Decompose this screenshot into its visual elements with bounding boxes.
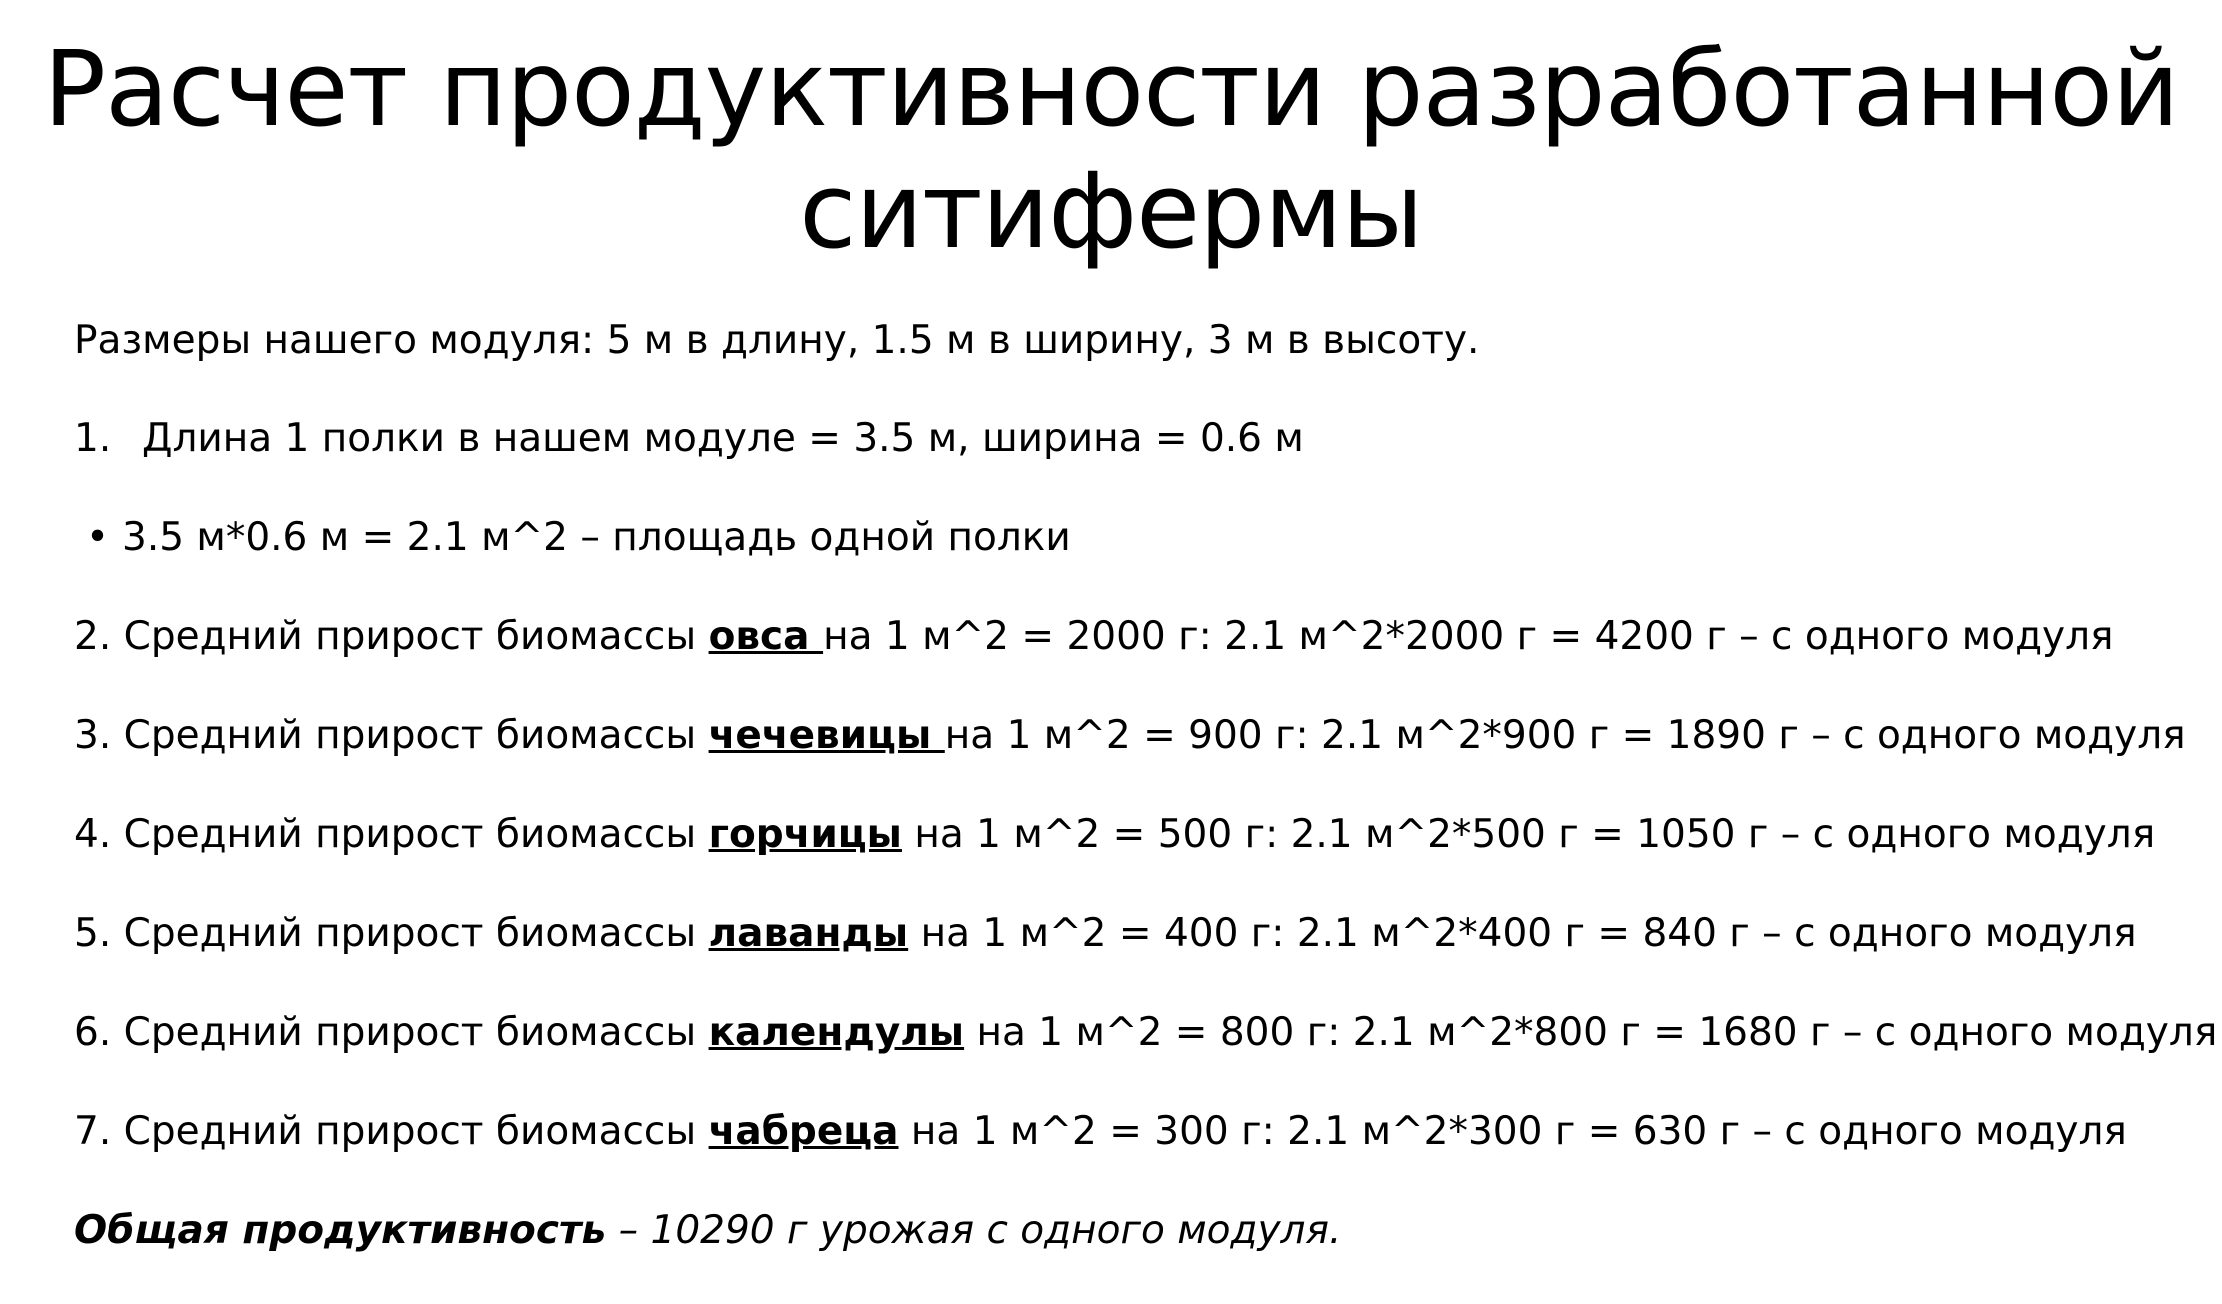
crop-item-lavender xyxy=(74,908,2137,960)
crop-item-prefix: 5. Средний прирост биомассы xyxy=(74,911,709,956)
total-value: – 10290 г урожая с одного модуля. xyxy=(606,1208,1342,1253)
crop-name: овса xyxy=(708,614,824,659)
crop-name: чечевицы xyxy=(708,713,945,758)
crop-name: горчицы xyxy=(708,812,902,857)
crop-item-prefix: 3. Средний прирост биомассы xyxy=(74,713,709,758)
bullet: • xyxy=(86,515,110,560)
list-number: 1. xyxy=(74,416,112,461)
crop-item-lentil xyxy=(74,710,2186,762)
crop-name: календулы xyxy=(708,1010,965,1055)
shelf-size-item xyxy=(74,413,1304,465)
crop-item-calc: на 1 м^2 = 900 г: 2.1 м^2*900 г = 1890 г – с одного модуля xyxy=(944,713,2186,758)
total-label: Общая продуктивность xyxy=(74,1208,607,1253)
crop-item-oats xyxy=(74,611,2114,663)
crop-item-calc: на 1 м^2 = 500 г: 2.1 м^2*500 г = 1050 г – с одного модуля xyxy=(901,812,2156,857)
crop-item-calc: на 1 м^2 = 300 г: 2.1 м^2*300 г = 630 г – с одного модуля xyxy=(898,1109,2127,1154)
crop-item-calc: на 1 м^2 = 400 г: 2.1 м^2*400 г = 840 г – с одного модуля xyxy=(908,911,2137,956)
title-line-1: Расчет продуктивности разработанной xyxy=(43,28,2179,150)
crop-item-mustard xyxy=(74,809,2155,861)
crop-item-prefix: 6. Средний прирост биомассы xyxy=(74,1010,709,1055)
crop-item-prefix: 7. Средний прирост биомассы xyxy=(74,1109,709,1154)
crop-name: чабреца xyxy=(708,1109,899,1154)
title-line-2: ситифермы xyxy=(799,150,1423,272)
crop-item-calendula xyxy=(74,1007,2217,1059)
crop-item-prefix: 4. Средний прирост биомассы xyxy=(74,812,709,857)
shelf-size-text: Длина 1 полки в нашем модуле = 3.5 м, ширина = 0.6 м xyxy=(142,416,1304,461)
crop-item-calc: на 1 м^2 = 800 г: 2.1 м^2*800 г = 1680 г – с одного модуля xyxy=(964,1010,2218,1055)
shelf-area-item xyxy=(86,512,1071,564)
crop-item-thyme xyxy=(74,1106,2127,1158)
total-productivity xyxy=(74,1205,1341,1257)
page-title xyxy=(0,28,2222,272)
crop-item-prefix: 2. Средний прирост биомассы xyxy=(74,614,709,659)
shelf-area-text: 3.5 м*0.6 м = 2.1 м^2 – площадь одной полки xyxy=(122,515,1071,560)
crop-name: лаванды xyxy=(708,911,909,956)
module-dimensions: Размеры нашего модуля: 5 м в длину, 1.5 м в ширину, 3 м в высоту. xyxy=(74,318,1480,363)
crop-item-calc: на 1 м^2 = 2000 г: 2.1 м^2*2000 г = 4200 г – с одного модуля xyxy=(823,614,2114,659)
